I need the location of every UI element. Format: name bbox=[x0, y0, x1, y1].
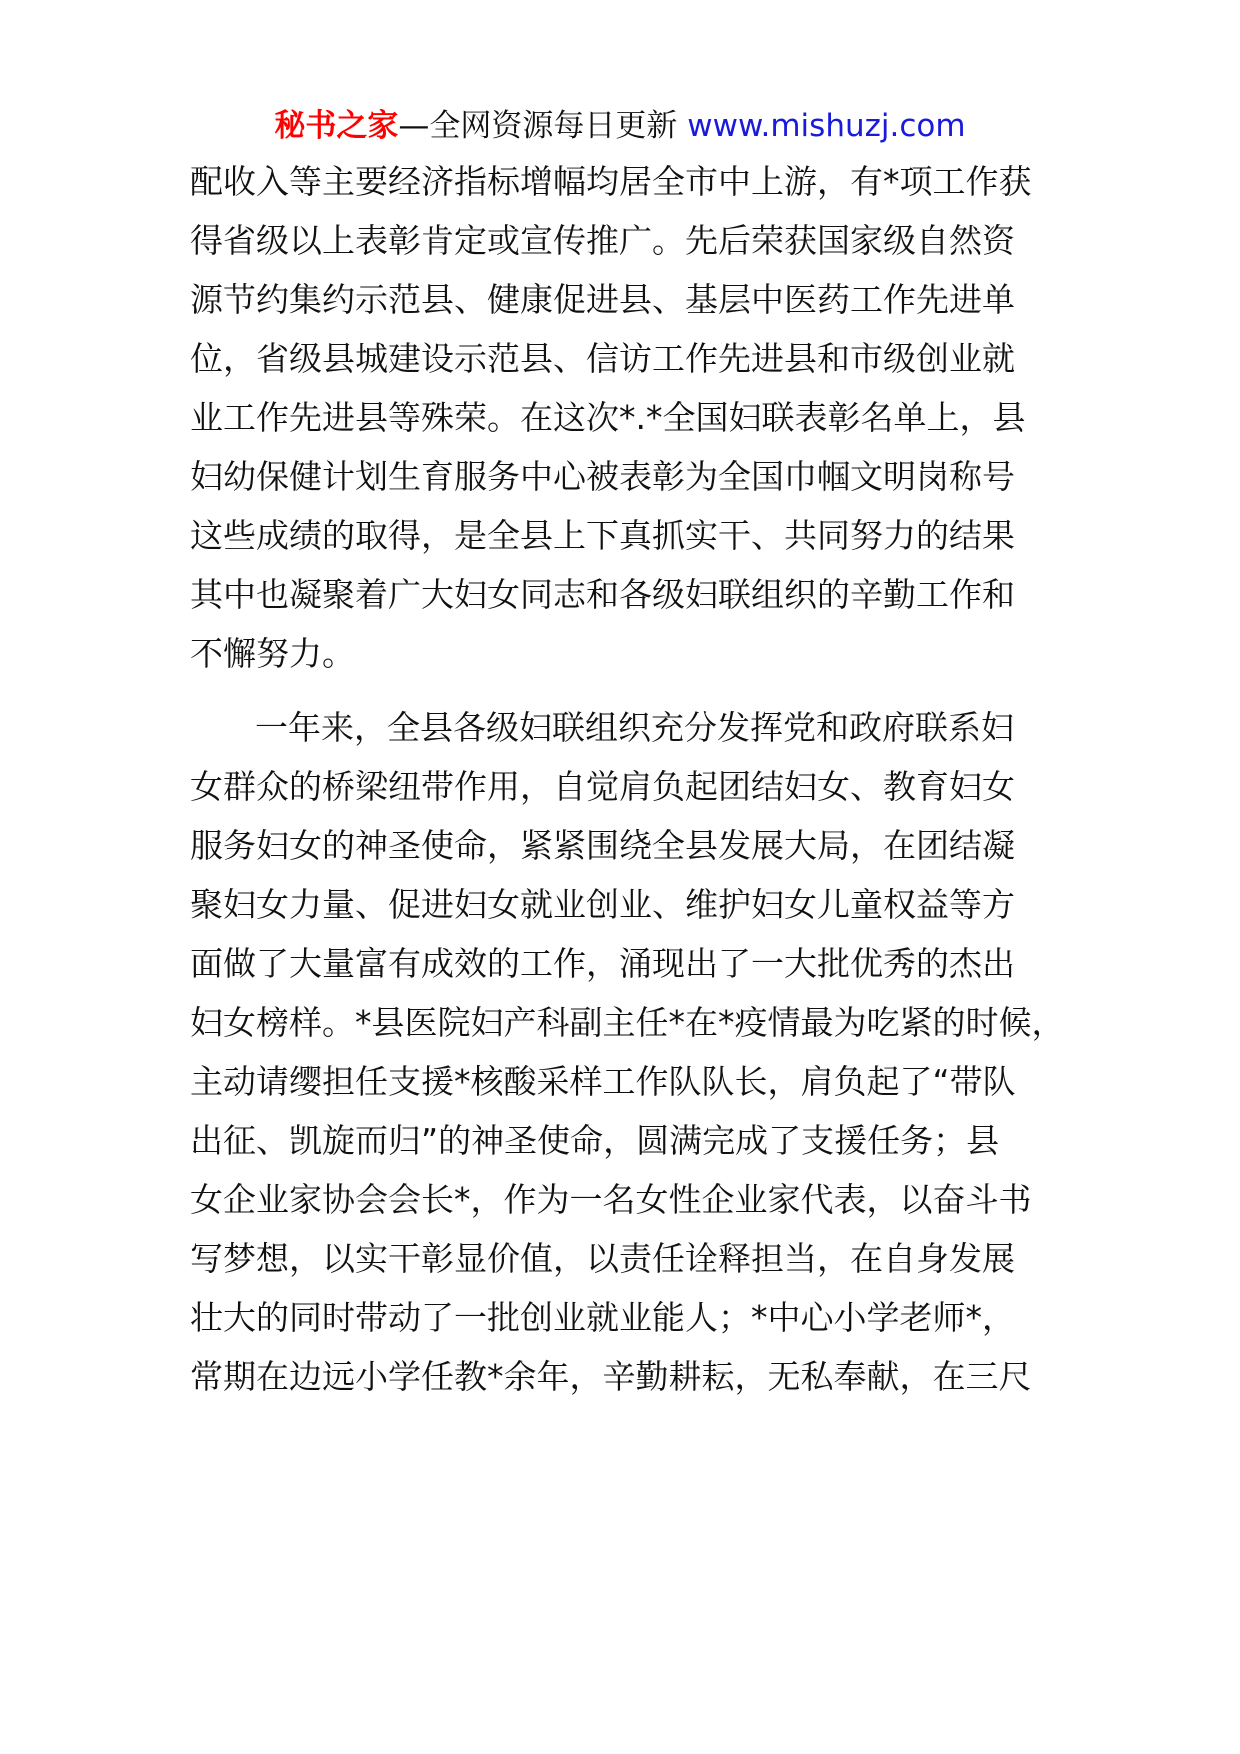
text-line: 这些成绩的取得，是全县上下真抓实干、共同努力的结果 bbox=[190, 516, 1015, 555]
text-line: 妇女榜样。*县医院妇产科副主任*在*疫情最为吃紧的时候， bbox=[190, 1003, 1065, 1042]
text-line: 业工作先进县等殊荣。在这次*.*全国妇联表彰名单上，县 bbox=[190, 398, 1026, 437]
text-line: 常期在边远小学任教*余年，辛勤耕耘，无私奉献，在三尺 bbox=[190, 1357, 1032, 1396]
site-brand: 秘书之家 bbox=[274, 108, 399, 144]
text-line: 妇幼保健计划生育服务中心被表彰为全国巾帼文明岗称号 bbox=[190, 457, 1015, 496]
text-line: 面做了大量富有成效的工作，涌现出了一大批优秀的杰出 bbox=[190, 944, 1015, 983]
text-line: 位，省级县城建设示范县、信访工作先进县和市级创业就 bbox=[190, 339, 1015, 378]
text-line: 写梦想，以实干彰显价值，以责任诠释担当，在自身发展 bbox=[190, 1239, 1015, 1278]
text-line: 出征、凯旋而归”的神圣使命，圆满完成了支援任务；县 bbox=[190, 1121, 1000, 1160]
text-line: 配收入等主要经济指标增幅均居全市中上游，有*项工作获 bbox=[190, 162, 1032, 201]
text-line: 服务妇女的神圣使命，紧紧围绕全县发展大局，在团结凝 bbox=[190, 826, 1015, 865]
text-line: 源节约集约示范县、健康促进县、基层中医药工作先进单 bbox=[190, 280, 1015, 319]
text-line: 得省级以上表彰肯定或宣传推广。先后荣获国家级自然资 bbox=[190, 221, 1015, 260]
site-header bbox=[0, 104, 1240, 148]
text-line: 聚妇女力量、促进妇女就业创业、维护妇女儿童权益等方 bbox=[190, 885, 1015, 924]
site-tagline: —全网资源每日更新 bbox=[398, 108, 678, 144]
text-line: 女群众的桥梁纽带作用，自觉肩负起团结妇女、教育妇女 bbox=[190, 767, 1015, 806]
text-line: 其中也凝聚着广大妇女同志和各级妇联组织的辛勤工作和 bbox=[190, 575, 1015, 614]
paragraph-first-line: 一年来，全县各级妇联组织充分发挥党和政府联系妇 bbox=[255, 708, 1014, 747]
text-line: 主动请缨担任支援*核酸采样工作队队长，肩负起了“带队 bbox=[190, 1062, 1016, 1101]
text-line: 不懈努力。 bbox=[190, 634, 355, 673]
text-line: 壮大的同时带动了一批创业就业能人；*中心小学老师*， bbox=[190, 1298, 1015, 1337]
site-url-link[interactable]: www.mishuzj.com bbox=[687, 108, 966, 144]
text-line: 女企业家协会会长*，作为一名女性企业家代表，以奋斗书 bbox=[190, 1180, 1032, 1219]
